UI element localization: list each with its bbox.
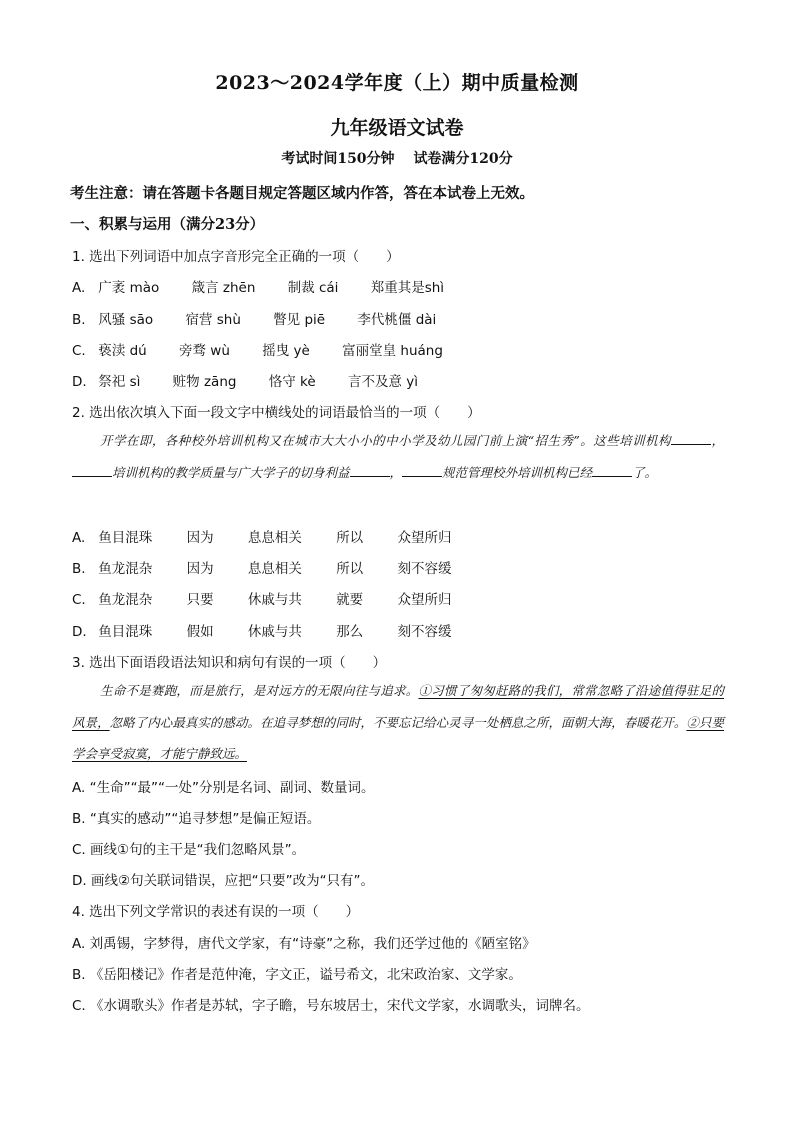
option-word: 鱼龙混杂 [98,561,153,577]
option-key: D. [72,374,87,390]
option-word: 郑重其是shì [370,280,445,296]
option-word: 鱼目混珠 [98,624,153,640]
section-heading: 一、积累与运用（满分23分） [70,216,265,233]
option-word: 那么 [336,624,364,640]
question-3-option-c: C. 画线①句的主干是“我们忽略风景”。 [72,842,306,858]
answer-blank [592,464,632,477]
exam-time: 考试时间150分钟 [281,151,395,167]
option-key: B. [72,561,86,577]
question-2-option-b [72,557,481,577]
option-word: 摇曳 yè [262,343,310,359]
option-word: 言不及意 yì [347,374,419,390]
option-word: 息息相关 [247,530,302,546]
option-word: 休戚与共 [247,592,302,608]
option-word: 刻不容缓 [397,561,452,577]
question-4-option-b: B. 《岳阳楼记》作者是范仲淹，字文正，谥号希文，北宋政治家、文学家。 [72,967,522,983]
option-word: 箴言 zhēn [191,280,256,296]
exam-subtitle: 九年级语文试卷 [330,117,464,139]
option-word: 风骚 sāo [98,312,154,328]
question-2-option-d [72,620,481,640]
question-2-option-a [72,526,481,546]
underlined-sentence-1: ①习惯了匆匆赶路的我们，常常忽略了沿途值得驻足的风景， [72,683,724,730]
question-1-option-a [72,276,472,296]
option-key: A. [72,530,86,546]
option-key: B. [72,312,86,328]
option-key: A. [72,280,86,296]
option-word: 广袤 mào [98,280,160,296]
question-2-option-c [72,588,481,608]
option-word: 李代桃僵 dài [357,312,437,328]
question-3-option-d: D. 画线②句关联词错误，应把“只要”改为“只有”。 [72,873,375,889]
option-word: 鱼龙混杂 [98,592,153,608]
question-1-option-c [72,339,471,359]
passage-text: 了。 [632,464,658,480]
question-4-option-a: A. 刘禹锡，字梦得，唐代文学家，有“诗豪”之称，我们还学过他的《陋室铭》 [72,936,536,952]
option-word: 众望所归 [397,592,452,608]
question-1-option-b [72,308,464,328]
option-key: C. [72,343,86,359]
passage-text: 生命不是赛跑，而是旅行，是对远方的无限向往与追求。 [100,683,419,698]
question-4-option-c: C. 《水调歌头》作者是苏轼，字子瞻，号东坡居士，宋代文学家，水调歌头，词牌名。 [72,998,590,1014]
option-key: D. [72,624,87,640]
passage-text: 开学在即，各种校外培训机构又在城市大大小小的中小学及幼儿园门前上演“招生秀”。这些培训机构 [100,433,672,448]
option-word: 宿营 shù [185,312,241,328]
option-word: 赃物 zāng [172,374,237,390]
question-4-stem: 4. 选出下列文学常识的表述有误的一项（ ） [72,904,360,920]
question-3-option-a: A. “生命”“最”“一处”分别是名词、副词、数量词。 [72,780,375,796]
answer-blank [671,432,711,445]
option-word: 刻不容缓 [397,624,452,640]
option-key: C. [72,592,86,608]
question-2-passage: 开学在即，各种校外培训机构又在城市大大小小的中小学及幼儿园门前上演“招生秀”。这些培训机构 ，培训机构的教学质量与广大学子的切身利益 ， 规范管理校外培训机构已经 了。 [72,425,724,488]
exam-title: 2023～2024学年度（上）期中质量检测 [215,72,579,94]
option-word: 因为 [186,530,214,546]
option-word: 恪守 kè [268,374,316,390]
option-word: 休戚与共 [247,624,302,640]
option-word: 众望所归 [397,530,452,546]
option-word: 亵渎 dú [98,343,147,359]
option-word: 因为 [186,561,214,577]
option-word: 只要 [186,592,214,608]
option-word: 就要 [336,592,364,608]
option-word: 富丽堂皇 huáng [342,343,443,359]
underlined-sentence-2: ②只要学会享受寂寞，才能宁静致远。 [72,714,724,761]
option-word: 制裁 cái [287,280,339,296]
exam-info [0,148,794,168]
option-word: 息息相关 [247,561,302,577]
passage-text: 培训机构的教学质量与广大学子的切身利益 [112,464,350,480]
answer-blank [350,464,390,477]
option-word: 祭祀 sì [98,374,141,390]
question-1-option-d [72,370,446,390]
question-1-stem: 1. 选出下列词语中加点字音形完全正确的一项（ ） [72,249,400,265]
passage-text: 规范管理校外培训机构已经 [442,464,593,480]
passage-text: 忽略了内心最真实的感动。在追寻梦想的同时，不要忘记给心灵寻一处栖息之所，面朝大海，春暖花开。 [109,714,687,730]
option-word: 假如 [186,624,214,640]
question-3-passage [72,675,724,770]
question-2-stem: 2. 选出依次填入下面一段文字中横线处的词语最恰当的一项（ ） [72,405,481,421]
option-word: 鱼目混珠 [98,530,153,546]
option-word: 瞥见 piē [273,312,326,328]
option-word: 所以 [336,530,364,546]
full-score: 试卷满分120分 [413,151,513,167]
answer-blank [72,464,112,477]
answer-blank [402,464,442,477]
question-3-stem: 3. 选出下面语段语法知识和病句有误的一项（ ） [72,655,387,671]
question-3-option-b: B. “真实的感动”“追寻梦想”是偏正短语。 [72,811,321,827]
option-word: 旁骛 wù [179,343,230,359]
exam-notice: 考生注意：请在答题卡各题目规定答题区域内作答，答在本试卷上无效。 [70,185,534,202]
option-word: 所以 [336,561,364,577]
